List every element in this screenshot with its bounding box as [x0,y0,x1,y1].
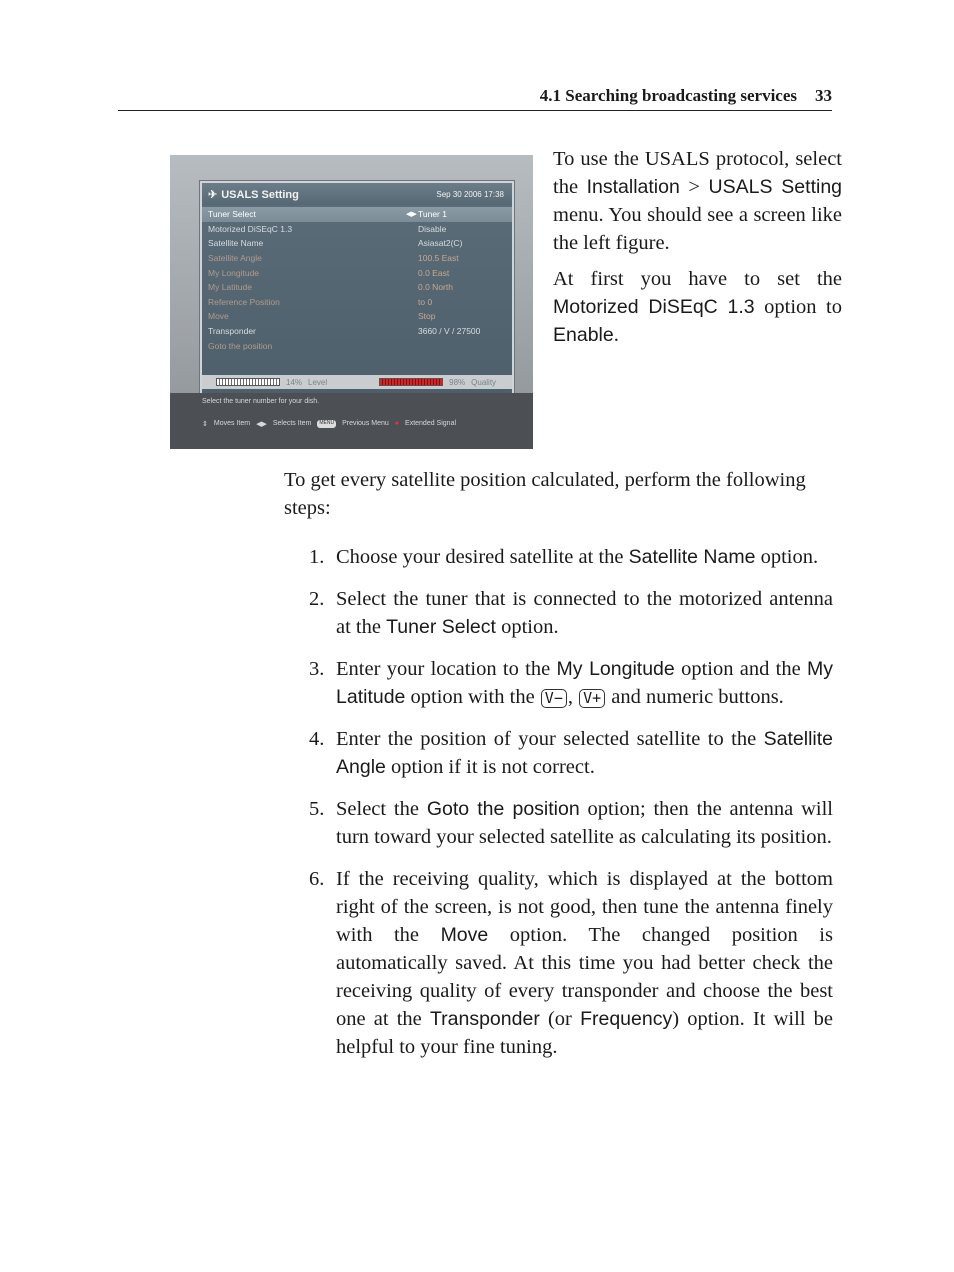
paragraph: At first you have to set the Motorized DiSEqC 1.3 option to Enable. [553,268,843,346]
side-text [553,145,842,357]
quality-bar [379,378,443,386]
left-right-arrow-icon: ◀▶ [406,211,417,219]
osd-row-move [202,309,512,324]
osd-row-value: Asiasat2(C) [418,238,463,249]
osd-datetime: Sep 30 2006 17:38 [436,189,504,199]
osd-row-value: 3660 / V / 27500 [418,326,481,337]
level-percent: 14% [286,377,303,387]
up-down-arrow-icon: ⇕ [202,421,208,428]
list-item: 6. If the receiving quality, which is displayed at the bottom right of the screen, is not good, then tune the antenna finely with the Move option. The changed position is automatically saved. At this time you had better check the receiving quality of every transponder and choose the best one at the Transponder (or Frequency) option. It will be helpful to your fine tuning. [309,868,833,1058]
intro-text: To get every satellite position calculated, perform the following steps: [284,469,806,519]
key-legend-item: Previous Menu [342,420,389,427]
osd-row-satellite-angle [202,251,512,266]
quality-label: Quality [471,377,497,387]
osd-row-my-longitude [202,265,512,280]
osd-row-label: My Latitude [208,282,252,293]
key-legend-item: Extended Signal [405,420,457,427]
osd-row-transponder [202,324,512,339]
osd-row-label: Motorized DiSEqC 1.3 [208,223,293,234]
list-item: 2. Select the tuner that is connected to the motorized antenna at the Tuner Select option. [309,588,833,638]
osd-title-bar [202,183,512,205]
osd-row-satellite-name [202,236,512,251]
paragraph: To use the USALS protocol, select the Installation > USALS Setting menu. You should see a screen like the left figure. [553,148,843,254]
left-right-arrow-icon: ◀▶ [256,421,267,428]
level-bar [216,378,280,386]
volume-down-key-icon: V− [541,689,567,708]
osd-key-legend [202,420,456,428]
osd-row-label: Transponder [208,326,256,337]
osd-row-label: Goto the position [208,340,273,351]
signal-meter [202,375,512,389]
satellite-icon: ✈ [208,188,218,201]
steps-list [309,543,833,1075]
osd-row-value: 100.5 East [418,253,459,264]
osd-menu [200,181,514,397]
quality-percent: 98% [449,377,466,387]
osd-row-value: Disable [418,223,447,234]
osd-row-label: Satellite Name [208,238,264,249]
osd-row-value: Tuner 1 [418,209,447,220]
list-item: 1. Choose your desired satellite at the Satellite Name option. [309,546,819,568]
osd-row-tuner-select [202,207,512,222]
key-legend-item: Moves Item [213,420,251,427]
osd-hint: Select the tuner number for your dish. [202,398,320,405]
osd-row-label: Tuner Select [208,209,256,220]
red-dot-icon: ● [394,420,400,427]
key-legend-item: Selects Item [272,420,312,427]
osd-row-value: 0.0 East [418,267,450,278]
osd-row-label: Move [208,311,229,322]
osd-row-value: 0.0 North [418,282,453,293]
osd-row-goto-position [202,338,512,353]
osd-row-label: My Longitude [208,267,260,278]
page-number: 33 [815,86,832,105]
osd-row-reference-position [202,295,512,310]
usals-setting-screenshot [170,155,533,449]
osd-row-value: Stop [418,311,436,322]
section-title: 4.1 Searching broadcasting services [539,86,797,105]
list-item: 3. Enter your location to the My Longitude option and the My Latitude option with the V− , V+ and numeric buttons. [309,658,834,708]
menu-key-icon: MENU [319,420,335,426]
volume-up-key-icon: V+ [579,689,605,708]
osd-row-label: Satellite Angle [208,253,262,264]
osd-row-motorized [202,222,512,237]
osd-row-my-latitude [202,280,512,295]
osd-title: USALS Setting [221,188,299,201]
running-header [118,86,832,111]
osd-row-value: to 0 [418,296,433,307]
osd-row-label: Reference Position [208,296,280,307]
osd-footer [170,393,533,449]
list-item: 4. Enter the position of your selected satellite to the Satellite Angle option if it is not correct. [309,728,833,778]
list-item: 5. Select the Goto the position option; then the antenna will turn toward your selected satellite as calculating its position. [309,798,833,848]
level-label: Level [308,377,328,387]
